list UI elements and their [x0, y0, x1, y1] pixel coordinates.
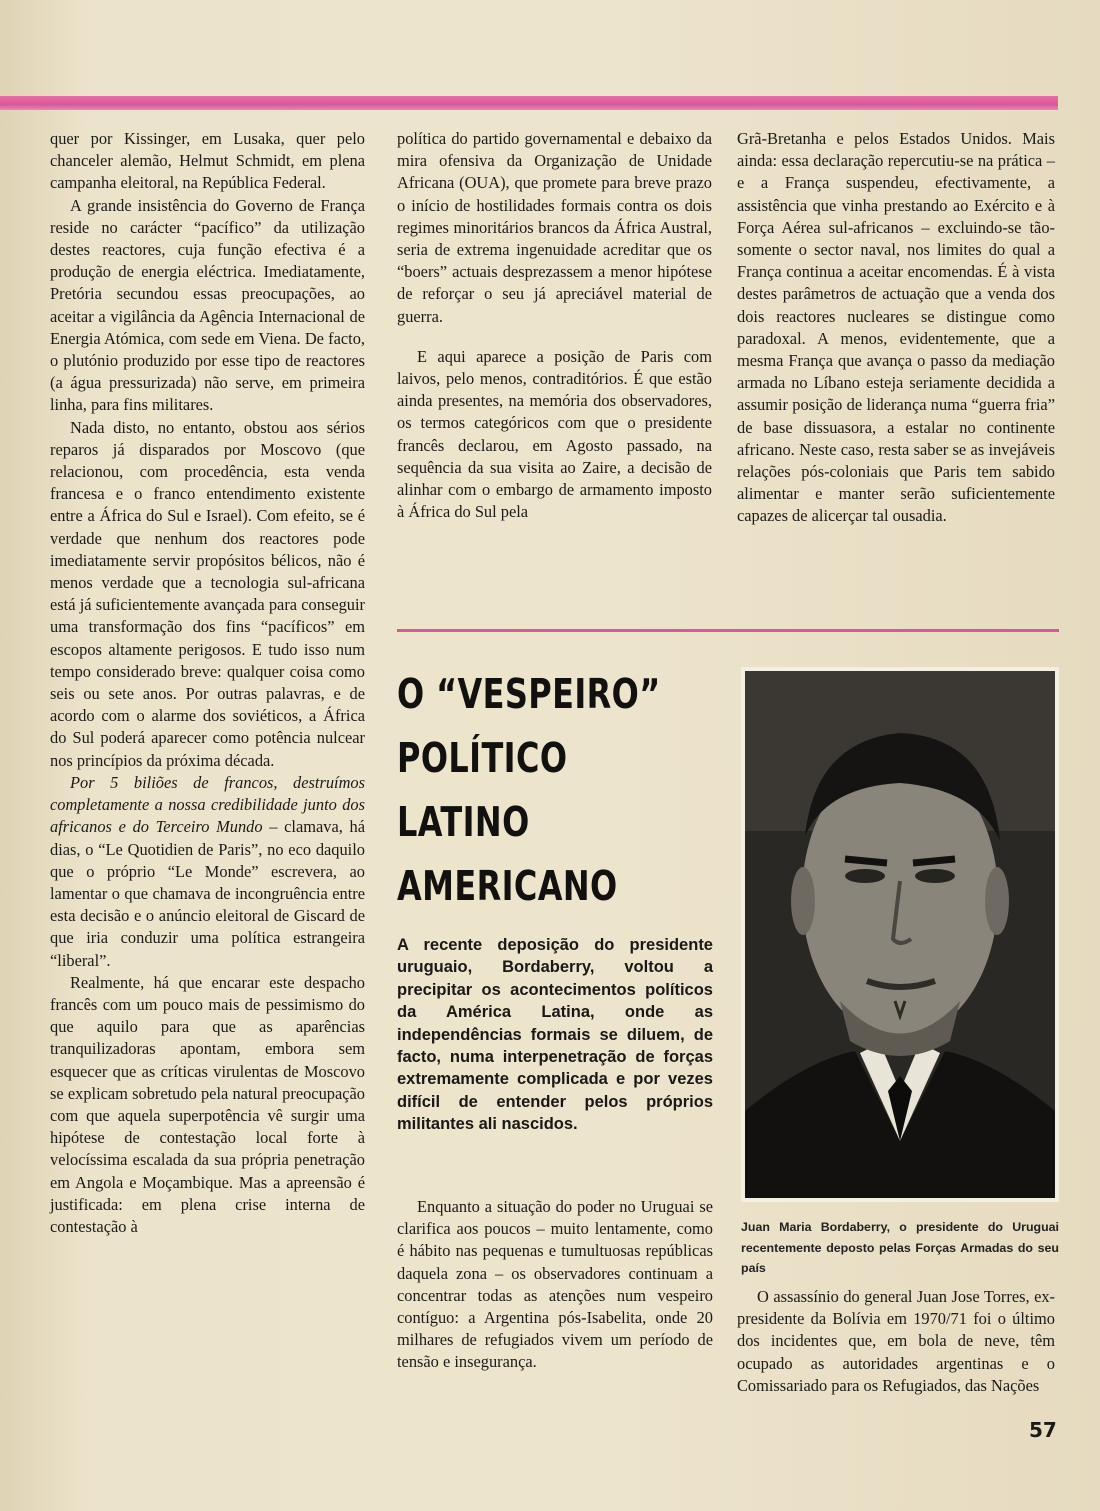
paragraph: O assassínio do general Juan Jose Torres, ex-presidente da Bolívia em 1970/71 foi o último dos incidentes que, em bola de neve, têm ocupado as autoridades argentinas e o Comissariado para os Refugiados, das Nações: [737, 1287, 1055, 1395]
article-column-3: [737, 128, 1055, 528]
paragraph: A grande insistência do Governo de França reside no carácter “pacífico” da utilização destes reactores, cuja função efectiva é a produção de energia eléctrica. Imediatamente, Pretória secundou essas preocupações, ao aceitar a vigilância da Agência Internacional de Energia Atómica, com sede em Viena. De facto, o plutónio produzido por esse tipo de reactores (a água pressurizada) não serve, em primeira linha, para fins militares.: [50, 195, 365, 415]
paragraph: Realmente, há que encarar este despacho francês com um pouco mais de pessimismo do que aquilo para que as aparências tranquilizadoras apontam, embora sem esquecer que as críticas virulentas de Moscovo se explicam sobretudo pela natural preocupação com que aquela superpotência vê surgir uma hipótese de contestação local forte à velocíssima escalada da sua própria penetração em Angola e Moçambique. Mas a apreensão é justificada: em plena crise interna de contestação à: [50, 972, 365, 1236]
article-headline: [397, 662, 661, 918]
quote-paragraph: [50, 772, 365, 972]
portrait-photo: [741, 667, 1059, 1202]
headline-line: LATINO: [397, 798, 530, 846]
paragraph: E aqui aparece a posição de Paris com laivos, pelo menos, contraditórios. É que estão ainda presentes, na memória dos observadores, os termos categóricos com que o presidente francês declarou, em Agosto passado, na sequência da sua visita ao Zaire, a decisão de alinhar com o embargo de armamento imposto à África do Sul pela: [397, 346, 712, 522]
section-divider-rule: [397, 629, 1059, 632]
paragraph: Enquanto a situação do poder no Uruguai se clarifica aos poucos – muito lentamente, como é hábito nas pequenas e tumultuosas repúblicas daquela zona – os observadores continuam a concentrar todas as atenções num vespeiro contíguo: a Argentina pós-Isabelita, onde 20 milhares de refugiados vivem um período de tensão e insegurança.: [397, 1197, 713, 1372]
italic-quote: Por 5 biliões de francos, destruímos completamente a nossa credibilidade junto dos africanos e do Terceiro Mundo: [50, 772, 365, 837]
portrait-photo-icon: [745, 671, 1055, 1198]
top-pink-rule: [0, 96, 1058, 110]
paragraph: Nada disto, no entanto, obstou aos sérios reparos já disparados por Moscovo (que relacionou, com procedência, esta venda francesa e o franco entendimento existente entre a África do Sul e Israel). Com efeito, se é verdade que nenhum dos reactores pode imediatamente servir propósitos bélicos, não é menos verdade que a tecnologia sul-africana está já suficientemente avançada para conseguir uma transformação dos fins “pacíficos” em escopos altamente perigosos. E tudo isso num tempo considerado breve: qualquer coisa como seis ou sete anos. Por outras palavras, e de acordo com o alarme dos soviéticos, a África do Sul poderá aparecer como potência nulcear nos princípios da próxima década.: [50, 417, 365, 770]
headline-line: AMERICANO: [397, 862, 618, 910]
article-column-2-lower: [397, 1196, 713, 1374]
headline-line: POLÍTICO: [397, 734, 568, 782]
paragraph: política do partido governamental e debaixo da mira ofensiva da Organização de Unidade Africana (OUA), que promete para breve prazo o início de hostilidades formais contra os dois regimes minoritários brancos da África Austral, seria de extrema ingenuidade acreditar que os “boers” actuais desprezassem a menor hipótese de reforçar o seu já apreciável material de guerra.: [397, 129, 712, 326]
article-lead: A recente deposição do presidente uruguaio, Bordaberry, voltou a precipitar os acontecimentos políticos da América Latina, onde as independências formais se diluem, de facto, numa interpenetração de forças extremamente complicada e por vezes difícil de entender pelos próprios militantes ali nascidos.: [397, 936, 713, 1134]
photo-caption: Juan Maria Bordaberry, o presidente do Uruguai recentemente deposto pelas Forças Armadas do seu país: [741, 1220, 1059, 1275]
paragraph: Grã-Bretanha e pelos Estados Unidos. Mais ainda: essa declaração repercutiu-se na prática – e a França suspendeu, efectivamente, a assistência que vinha prestando ao Exército e à Força Aérea sul-africanos – excluindo-se tão-somente o sector naval, nos limites do qual a França continua a aceitar encomendas. É à vista destes parâmetros de actuação que a venda dos dois reactores nucleares se distingue como paradoxal. A menos, evidentemente, que a mesma França que avança o passo da mediação armada no Líbano esteja seriamente decidida a assumir posição de liderança numa “guerra fria” de base dissuasora, a estalar no continente africano. Neste caso, resta saber se as invejáveis relações pós-coloniais que Paris tem sabido alimentar e manter serão suficientemente capazes de alicerçar tal ousadia.: [737, 129, 1055, 526]
page-number: 57: [1029, 1418, 1057, 1442]
headline-line: O “VESPEIRO”: [397, 670, 661, 718]
article-column-2: [397, 128, 712, 523]
quote-continuation: – clamava, há dias, o “Le Quotidien de Paris”, no eco daquilo que o próprio “Le Monde” escrevera, ao lamentar o que chamava de incongruência entre esta decisão e o anúncio eleitoral de Giscard de que iria conduzir uma política estrangeira “liberal”.: [50, 817, 366, 970]
article-column-3-lower: [737, 1286, 1055, 1397]
paragraph: quer por Kissinger, em Lusaka, quer pelo chanceler alemão, Helmut Schmidt, em plena campanha eleitoral, na República Federal.: [50, 129, 365, 193]
article-column-1: [50, 128, 365, 1238]
